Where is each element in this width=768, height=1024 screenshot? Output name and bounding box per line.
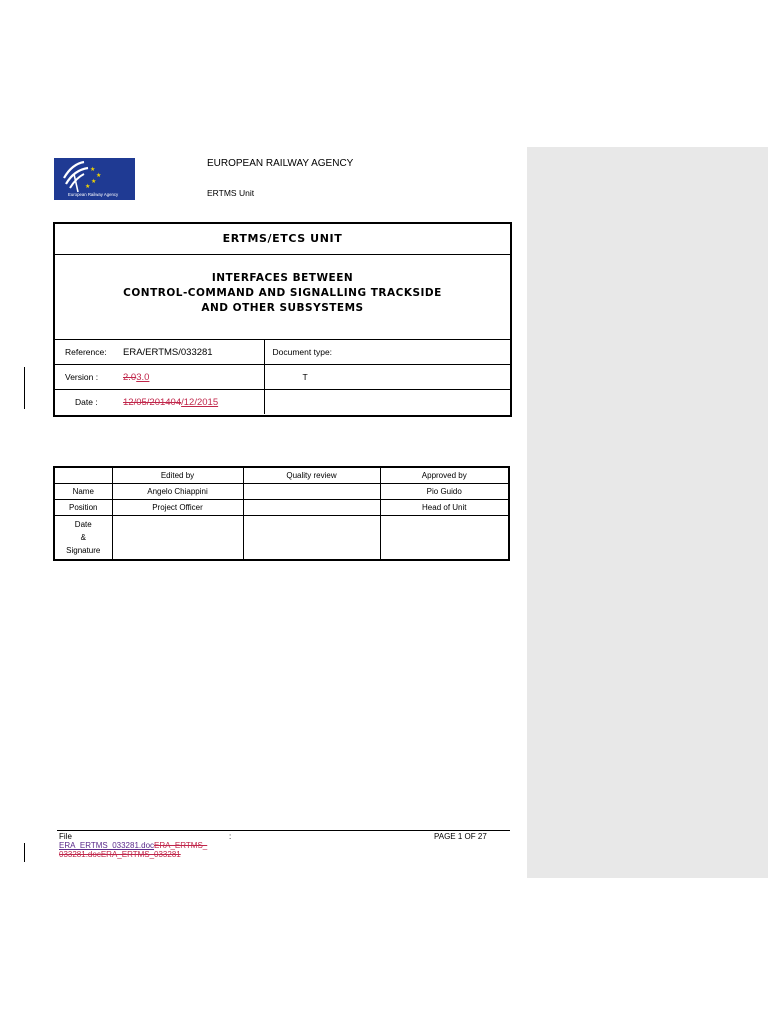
date-row — [55, 390, 510, 415]
reference-row — [55, 340, 510, 365]
reference-label: Reference: — [65, 347, 107, 357]
svg-text:★: ★ — [90, 167, 96, 173]
signature-table — [53, 466, 510, 561]
name-row — [54, 484, 509, 500]
empty-corner-cell — [54, 467, 112, 484]
date-signature-line-2: & — [80, 533, 86, 542]
logo-text: European Railway Agency — [68, 192, 119, 197]
version-label: Version : — [55, 365, 115, 390]
comment-margin-pane — [527, 147, 768, 878]
footer-file-name-1: ERA_ERTMS_033281.doc — [59, 841, 155, 850]
date-signature-line-3: Signature — [66, 546, 101, 555]
document-type-label: Document type: — [264, 340, 510, 365]
date-deleted: 12/05/201404 — [123, 396, 182, 408]
footer-file-label: File — [59, 832, 72, 841]
document-metadata-table — [55, 340, 510, 414]
footer-rule — [57, 830, 510, 831]
footer-page-number: PAGE 1 OF 27 — [434, 832, 487, 841]
svg-text:★: ★ — [85, 184, 91, 190]
editor-signature-cell — [112, 516, 243, 561]
editor-name: Angelo Chiappini — [112, 484, 243, 500]
signature-header-row — [54, 467, 509, 484]
date-value — [115, 390, 264, 415]
footer-file-name-4: ERA_ERTMS_033281 — [100, 850, 181, 859]
date-signature-label — [54, 516, 112, 561]
approver-name: Pio Guido — [380, 484, 509, 500]
approver-signature-cell — [380, 516, 509, 561]
document-type-value: T — [264, 365, 510, 390]
footer-file-name-cont[interactable] — [59, 850, 234, 859]
header-approved-by: Approved by — [380, 467, 509, 484]
unit-name: ERTMS Unit — [207, 188, 255, 198]
position-row — [54, 500, 509, 516]
revision-change-bar — [24, 367, 25, 409]
document-title — [55, 255, 510, 340]
footer-change-bar — [24, 843, 25, 862]
version-deleted: 2.0 — [123, 371, 137, 383]
title-line-1: INTERFACES BETWEEN — [211, 272, 354, 284]
reference-value: ERA/ERTMS/033281 — [123, 346, 213, 358]
date-signature-row — [54, 516, 509, 561]
footer-file-name[interactable] — [59, 841, 234, 850]
svg-text:★: ★ — [91, 179, 97, 185]
unit-heading: ERTMS/ETCS UNIT — [55, 224, 510, 255]
name-label: Name — [54, 484, 112, 500]
title-line-2: CONTROL-COMMAND AND SIGNALLING TRACKSIDE — [123, 287, 442, 299]
title-line-3: AND OTHER SUBSYSTEMS — [201, 302, 364, 314]
document-title-box — [53, 222, 512, 417]
header-quality-review: Quality review — [243, 467, 380, 484]
date-empty-cell — [264, 390, 510, 415]
svg-text:★: ★ — [96, 173, 102, 179]
footer-file-field — [59, 832, 234, 859]
version-row — [55, 365, 510, 390]
date-label: Date : — [55, 390, 115, 415]
position-label: Position — [54, 500, 112, 516]
agency-name: EUROPEAN RAILWAY AGENCY — [207, 158, 354, 169]
reviewer-signature-cell — [243, 516, 380, 561]
date-inserted: /12/2015 — [181, 396, 219, 408]
version-inserted: 3.0 — [136, 371, 150, 383]
reviewer-name — [243, 484, 380, 500]
era-logo — [54, 158, 135, 200]
date-signature-line-1: Date — [74, 520, 92, 529]
reviewer-position — [243, 500, 380, 516]
footer-colon: : — [229, 832, 232, 841]
editor-position: Project Officer — [112, 500, 243, 516]
footer-file-name-3: 033281.doc — [59, 850, 101, 859]
version-value — [115, 365, 264, 390]
approver-position: Head of Unit — [380, 500, 509, 516]
footer-file-name-2: ERA_ERTMS_ — [154, 841, 208, 850]
header-edited-by: Edited by — [112, 467, 243, 484]
